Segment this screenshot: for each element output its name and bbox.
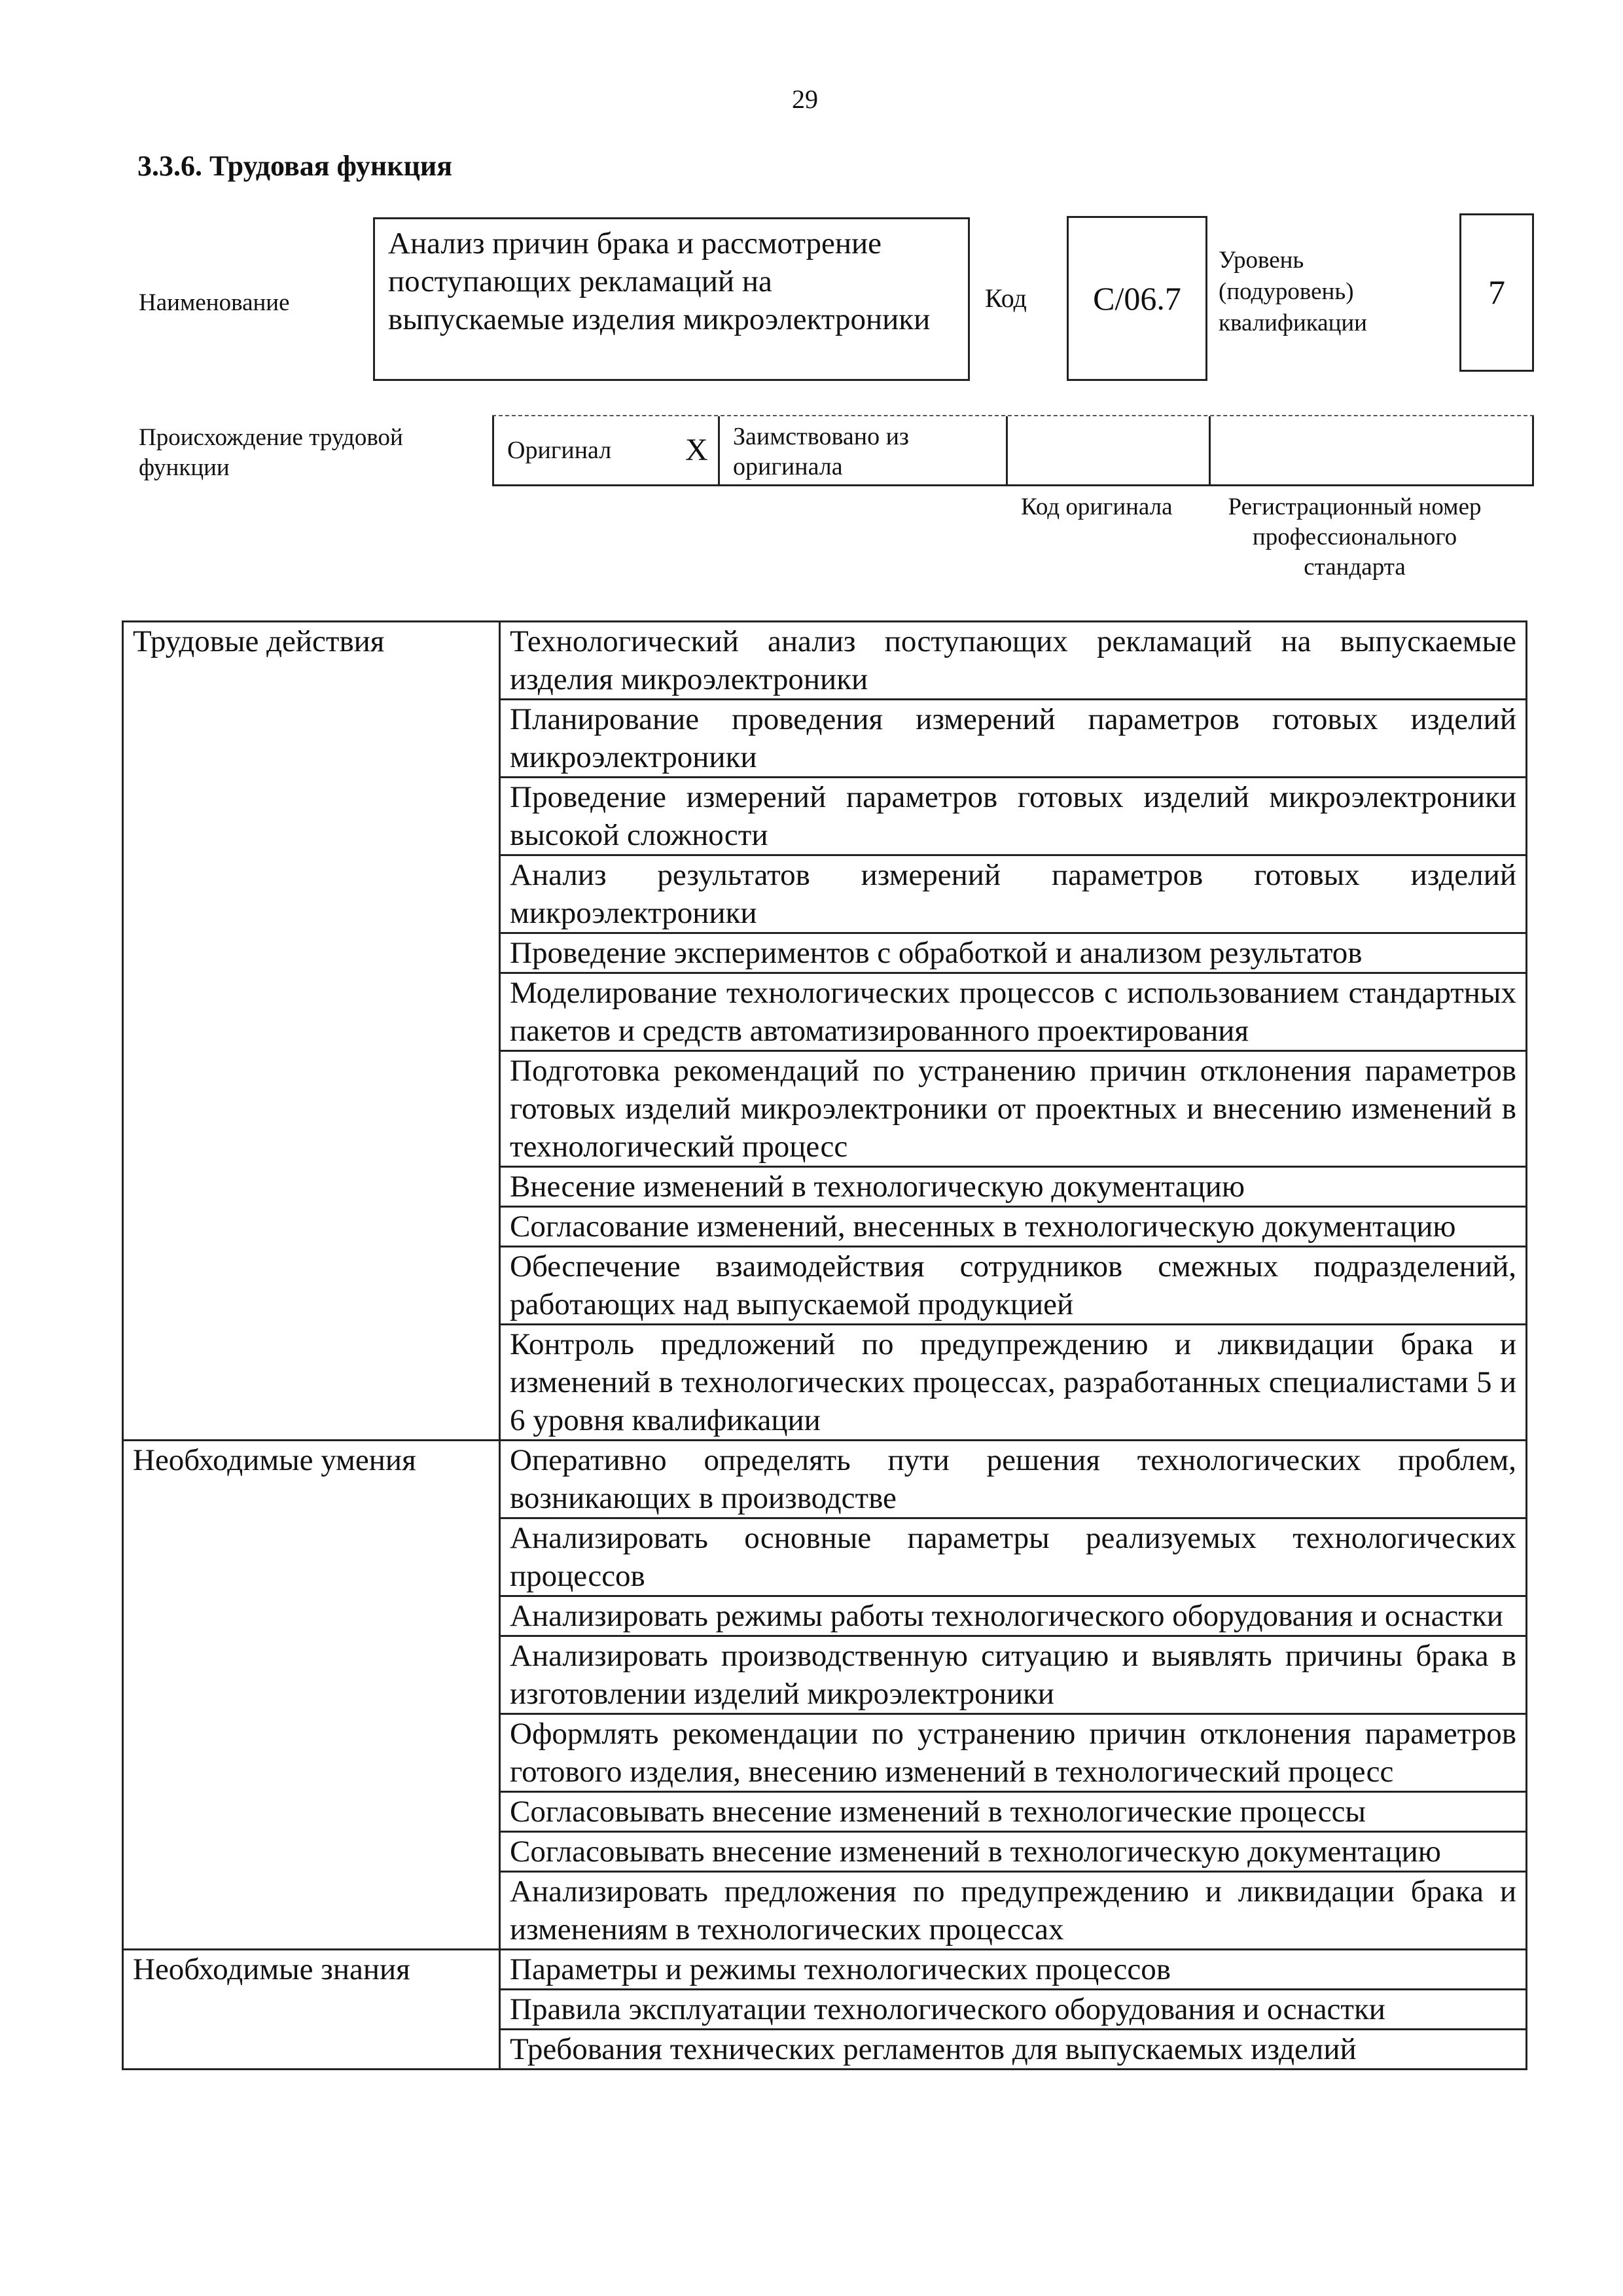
origin-label: Происхождение трудовой функции xyxy=(139,424,403,481)
original-code-caption: Код оригинала xyxy=(1021,493,1173,520)
list-item: Согласовывать внесение изменений в технологическую документацию xyxy=(500,1832,1527,1872)
list-item: Анализировать производственную ситуацию и выявлять причины брака в изготовлении изделий микроэлектроники xyxy=(500,1636,1527,1714)
competency-table xyxy=(122,620,1527,2070)
list-item: Анализировать основные параметры реализуемых технологических процессов xyxy=(500,1518,1527,1596)
table-row xyxy=(123,622,1527,700)
code-value: С/06.7 xyxy=(1093,280,1181,317)
origin-borrowed-cell xyxy=(720,416,1008,484)
level-value: 7 xyxy=(1488,274,1505,312)
list-item: Оперативно определять пути решения технологических проблем, возникающих в производстве xyxy=(500,1441,1527,1518)
list-item: Технологический анализ поступающих рекламаций на выпускаемые изделия микроэлектроники xyxy=(500,622,1527,700)
origin-table xyxy=(492,415,1534,486)
section-title-required-knowledge: Необходимые знания xyxy=(123,1950,500,2070)
list-item: Контроль предложений по предупреждению и ликвидации брака и изменений в технологических процессах, разработанных специалистами 5 и 6 уровня квалификации xyxy=(500,1325,1527,1441)
section-title-labor-actions: Трудовые действия xyxy=(123,622,500,1441)
origin-code-cell xyxy=(1008,416,1211,484)
origin-original-cell xyxy=(492,416,720,484)
level-label: Уровень (подуровень) квалификации xyxy=(1219,247,1367,336)
list-item: Проведение экспериментов с обработкой и анализом результатов xyxy=(500,933,1527,973)
list-item: Проведение измерений параметров готовых изделий микроэлектроники высокой сложности xyxy=(500,778,1527,855)
name-value: Анализ причин брака и рассмотрение поступающих рекламаций на выпускаемые изделия микроэлектроники xyxy=(388,226,931,336)
list-item: Согласовывать внесение изменений в технологические процессы xyxy=(500,1792,1527,1832)
list-item: Правила эксплуатации технологического оборудования и оснастки xyxy=(500,1990,1527,2030)
list-item: Параметры и режимы технологических процессов xyxy=(500,1950,1527,1990)
section-required-knowledge xyxy=(123,1950,1527,2070)
section-labor-actions xyxy=(123,622,1527,1441)
list-item: Анализировать предложения по предупреждению и ликвидации брака и изменениям в технологических процессах xyxy=(500,1872,1527,1950)
list-item: Оформлять рекомендации по устранению причин отклонения параметров готового изделия, внесению изменений в технологический процесс xyxy=(500,1714,1527,1792)
list-item: Обеспечение взаимодействия сотрудников смежных подразделений, работающих над выпускаемой продукцией xyxy=(500,1247,1527,1325)
name-label: Наименование xyxy=(139,289,290,316)
list-item: Подготовка рекомендаций по устранению причин отклонения параметров готовых изделий микроэлектроники от проектных и внесению изменений в технологический процесс xyxy=(500,1051,1527,1167)
origin-original-mark: X xyxy=(685,433,708,467)
list-item: Согласование изменений, внесенных в технологическую документацию xyxy=(500,1207,1527,1247)
list-item: Планирование проведения измерений параметров готовых изделий микроэлектроники xyxy=(500,700,1527,778)
level-value-box xyxy=(1459,213,1534,372)
section-required-skills xyxy=(123,1441,1527,1950)
name-value-box xyxy=(373,217,970,381)
origin-borrowed-label: Заимствовано из оригинала xyxy=(733,423,909,480)
code-label: Код xyxy=(985,283,1027,313)
list-item: Требования технических регламентов для выпускаемых изделий xyxy=(500,2030,1527,2070)
page-number: 29 xyxy=(792,84,818,114)
code-value-box xyxy=(1067,216,1207,381)
section-title-required-skills: Необходимые умения xyxy=(123,1441,500,1950)
table-row xyxy=(123,1441,1527,1518)
list-item: Анализ результатов измерений параметров готовых изделий микроэлектроники xyxy=(500,855,1527,933)
list-item: Внесение изменений в технологическую документацию xyxy=(500,1167,1527,1207)
section-title: 3.3.6. Трудовая функция xyxy=(137,150,453,182)
origin-original-label: Оригинал xyxy=(507,437,612,464)
list-item: Анализировать режимы работы технологического оборудования и оснастки xyxy=(500,1596,1527,1636)
origin-reg-number-cell xyxy=(1211,416,1534,484)
reg-number-caption: Регистрационный номер профессионального стандарта xyxy=(1228,493,1482,581)
list-item: Моделирование технологических процессов с использованием стандартных пакетов и средств автоматизированного проектирования xyxy=(500,973,1527,1051)
table-row xyxy=(123,1950,1527,1990)
